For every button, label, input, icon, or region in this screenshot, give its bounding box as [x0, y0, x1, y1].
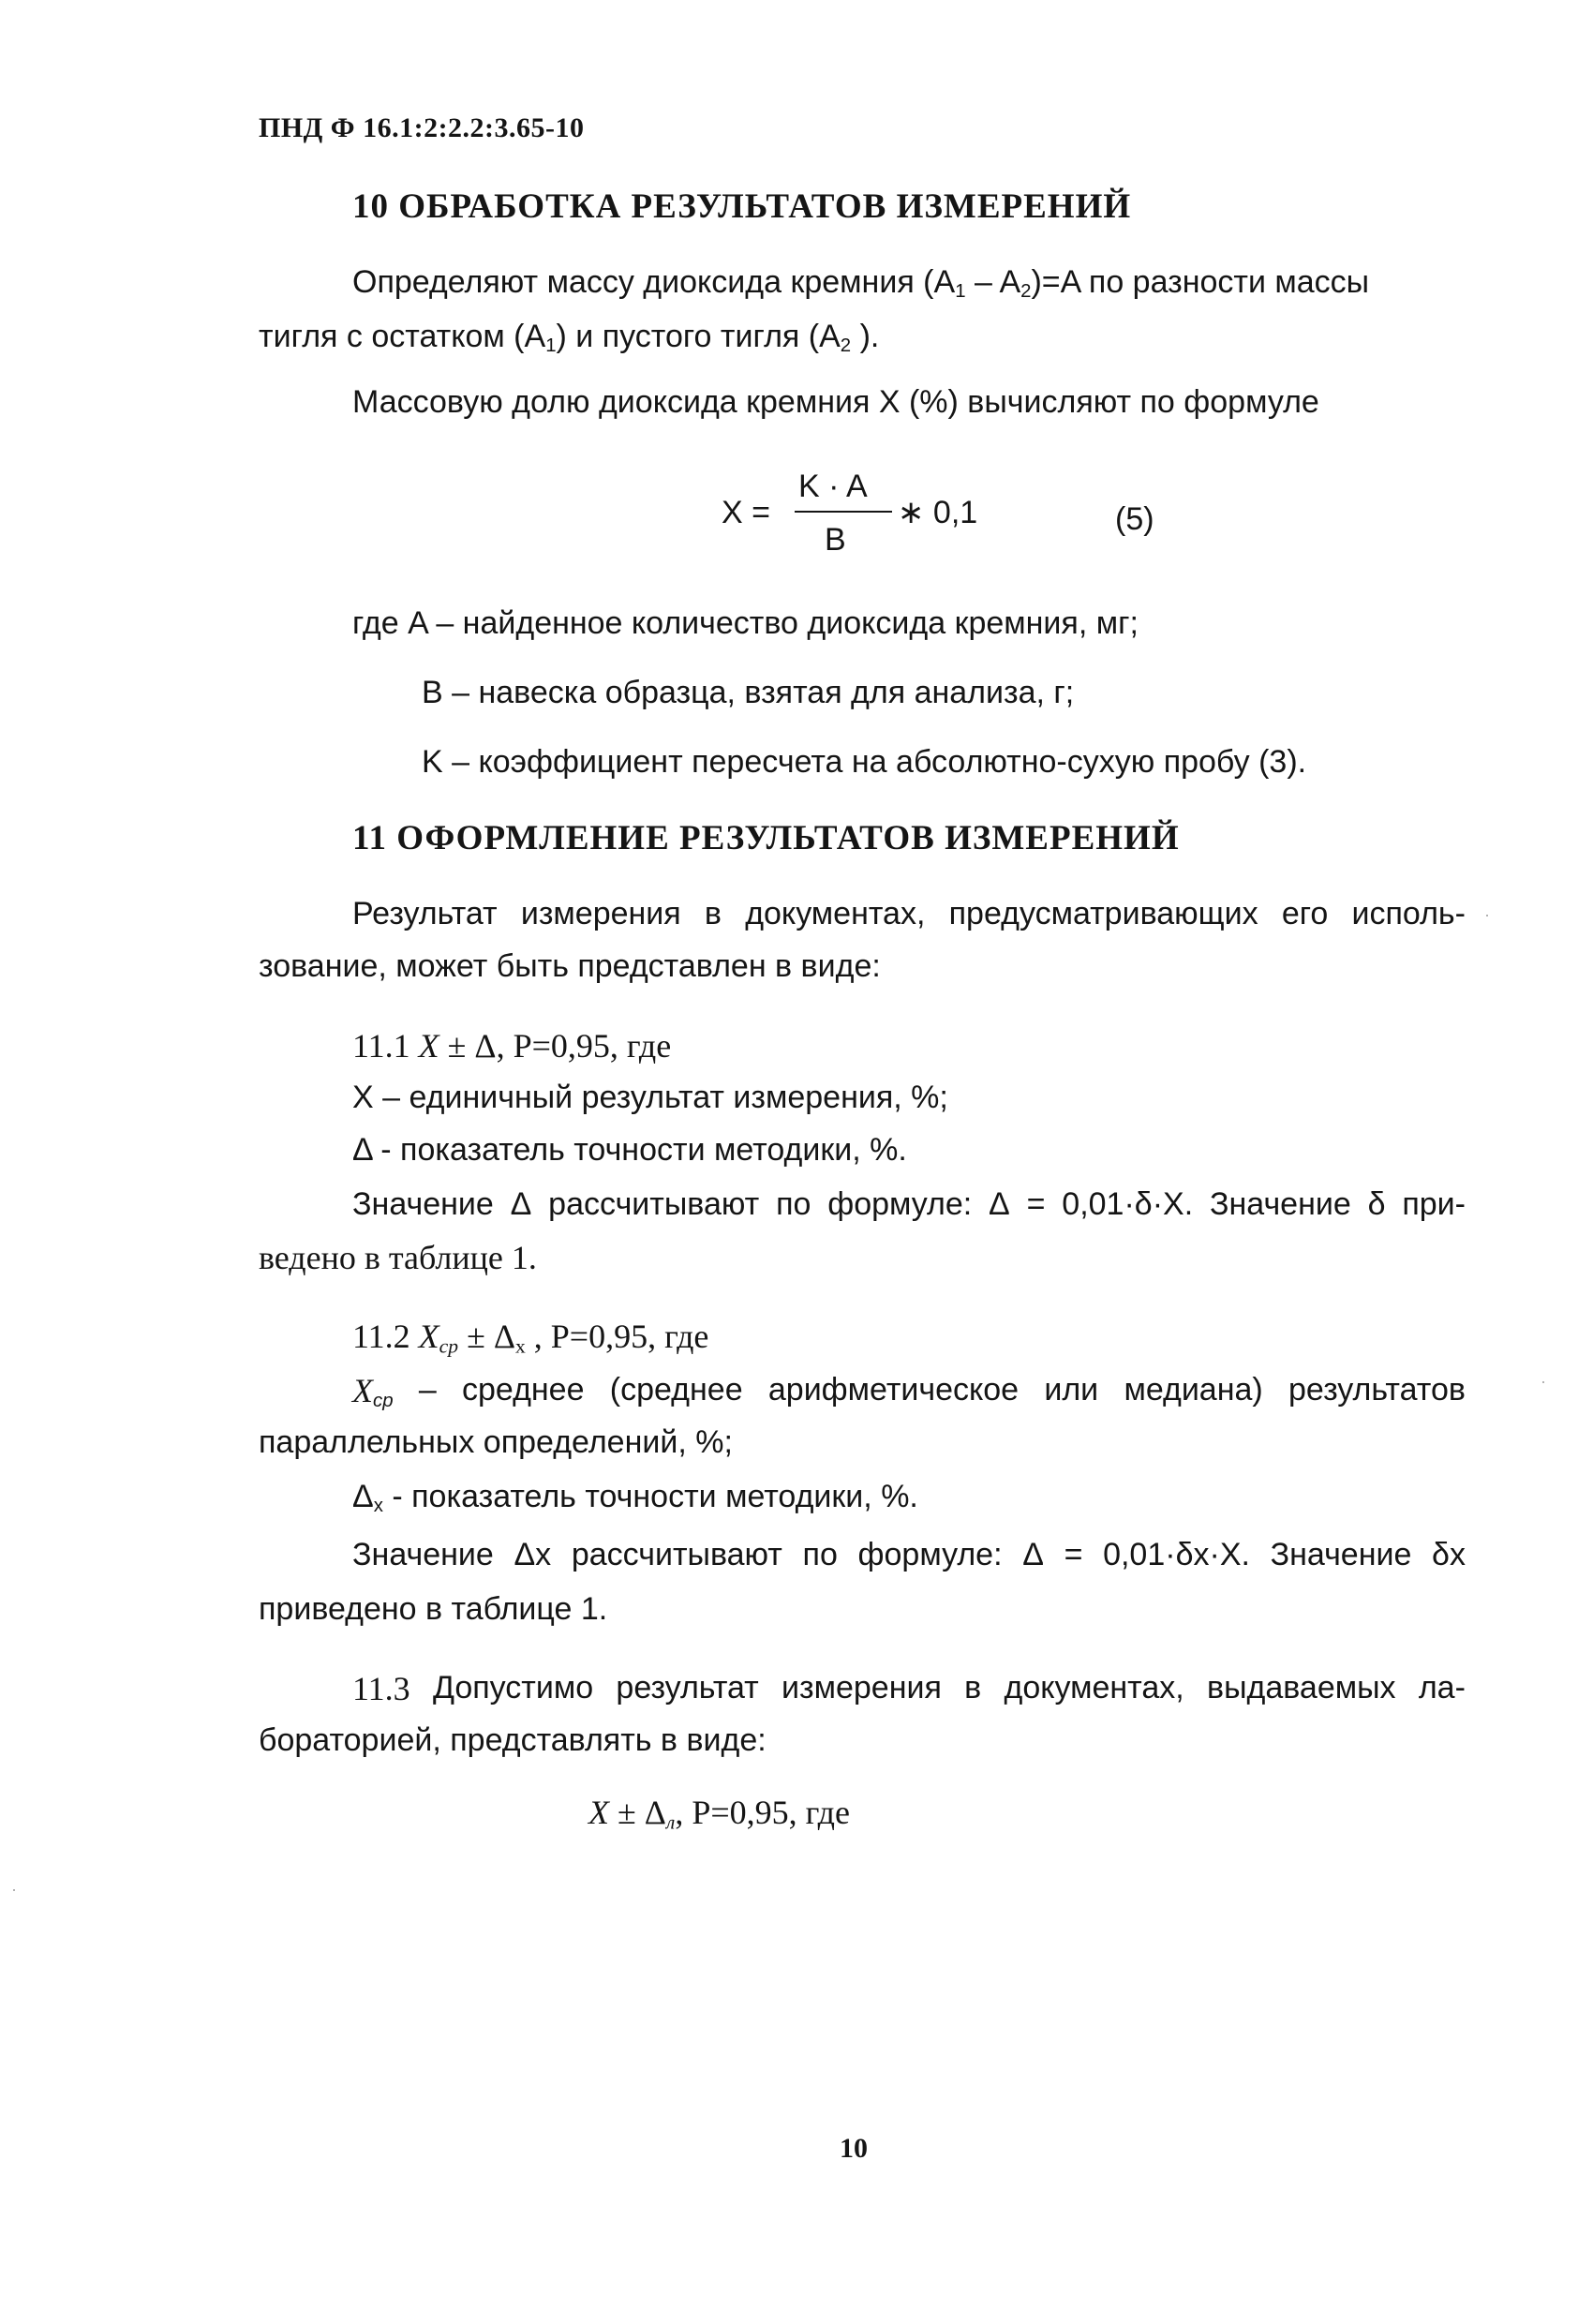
clause-11-3-formula: $X \pm \Delta_л$, P=0,95, где	[588, 1794, 850, 1834]
clause-11-3-line-1: 11.3 Допустимо результат измерения в документах, выдаваемых ла-	[352, 1670, 1466, 1707]
scan-speck	[13, 1889, 15, 1891]
clause-11-2-calculation-line-1: Значение Δx рассчитывают по формуле: Δ = 0,01·δx·X. Значение δx	[352, 1537, 1466, 1572]
clause-11-1-calculation-line-1: Значение Δ рассчитывают по формуле: Δ = 0,01·δ·X. Значение δ при-	[352, 1186, 1466, 1222]
clause-11-2-mean-definition-line-1: $X_{ср}$ – среднее (среднее арифметическое или медиана) результатов	[352, 1372, 1466, 1412]
section-10-paragraph-2: Массовую долю диоксида кремния X (%) вычисляют по формуле	[352, 384, 1319, 420]
where-b: B – навеска образца, взятая для анализа, г;	[422, 675, 1075, 710]
formula-rhs: ∗ 0,1	[898, 495, 978, 530]
clause-11-2-delta-definition: $\Delta_x$ - показатель точности методики, %.	[352, 1479, 918, 1517]
clause-11-2-title: 11.2 $X_{ср} \pm \Delta_x$ , P=0,95, где	[352, 1318, 709, 1358]
page-number: 10	[840, 2133, 868, 2164]
clause-11-1-title: 11.1 X ± Δ, P=0,95, где	[352, 1027, 672, 1065]
document-id: ПНД Ф 16.1:2:2.2:3.65-10	[259, 112, 585, 143]
clause-11-2-calculation-line-2: приведено в таблице 1.	[259, 1591, 608, 1627]
clause-11-1-delta-definition: Δ - показатель точности методики, %.	[352, 1132, 907, 1168]
section-10-paragraph-1-line-2: тигля с остатком $(A_1)$ и пустого тигля ($A_2$ ).	[259, 319, 880, 357]
clause-11-2-mean-definition-line-2: параллельных определений, %;	[259, 1424, 733, 1460]
section-11-heading: 11 ОФОРМЛЕНИЕ РЕЗУЛЬТАТОВ ИЗМЕРЕНИЙ	[352, 819, 1180, 857]
formula-number: (5)	[1115, 501, 1154, 537]
where-k: K – коэффициент пересчета на абсолютно-сухую пробу (3).	[422, 744, 1307, 780]
section-11-paragraph-1-line-2: зование, может быть представлен в виде:	[259, 948, 881, 984]
section-11-paragraph-1-line-1: Результат измерения в документах, предусматривающих его исполь-	[352, 896, 1466, 931]
scan-speck	[1486, 915, 1488, 916]
section-10-paragraph-1-line-1: Определяют массу диоксида кремния $(A_1 - A_2)=A$ по разности массы	[352, 264, 1370, 303]
scan-speck	[1542, 1381, 1544, 1383]
where-a: где A – найденное количество диоксида кремния, мг;	[352, 605, 1139, 641]
formula-numerator: K · A	[798, 469, 868, 504]
section-10-heading: 10 ОБРАБОТКА РЕЗУЛЬТАТОВ ИЗМЕРЕНИЙ	[352, 187, 1132, 226]
formula-denominator: B	[825, 522, 846, 558]
clause-11-1-x-definition: X – единичный результат измерения, %;	[352, 1080, 948, 1115]
formula-fraction-bar	[795, 511, 892, 513]
formula-lhs: X =	[722, 495, 770, 530]
clause-11-3-line-2: бораторией, представлять в виде:	[259, 1722, 767, 1758]
clause-11-1-calculation-line-2: ведено в таблице 1.	[259, 1239, 537, 1276]
